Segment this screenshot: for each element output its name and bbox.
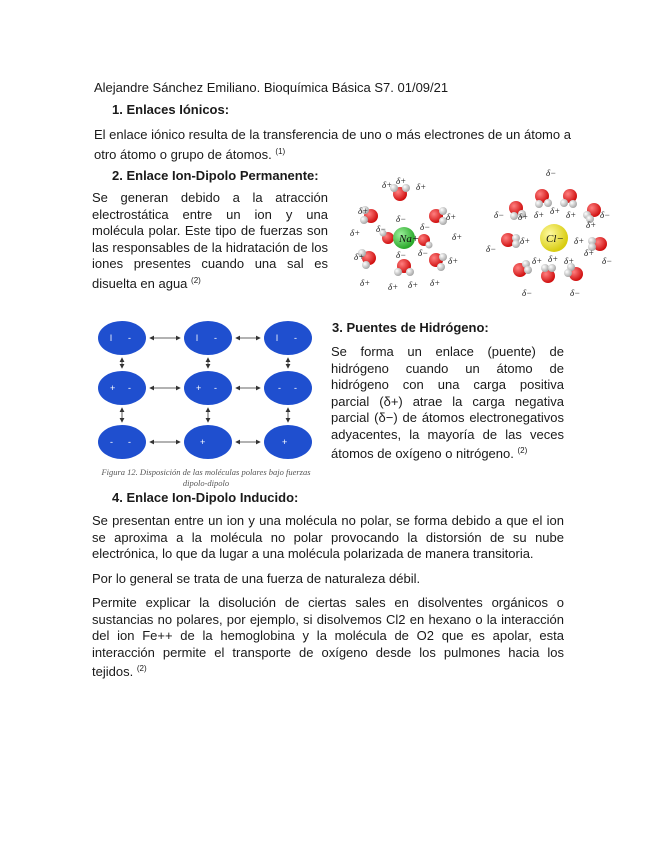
svg-text:δ+: δ+ <box>416 182 427 192</box>
section-1-line-1: El enlace iónico resulta de la transferencia de uno o más electrones de un átomo a <box>94 127 571 142</box>
section-2-text: Se generan debido a la atracción electrostática entre un ion y una molécula polar. Este tipo de fuerzas son las responsables de la hidratación de los iones presentes cuando una sal es disuelta en agua <box>92 190 328 291</box>
svg-text:δ+: δ+ <box>448 256 459 266</box>
svg-text:δ−: δ− <box>570 288 581 298</box>
svg-text:+: + <box>196 383 202 393</box>
svg-text:δ+: δ+ <box>452 232 463 242</box>
svg-text:δ+: δ+ <box>532 256 543 266</box>
svg-text:δ+: δ+ <box>550 206 561 216</box>
chloride-ion-label: Cl− <box>546 233 564 245</box>
svg-text:δ+: δ+ <box>584 248 595 258</box>
svg-text:δ−: δ− <box>602 256 612 266</box>
svg-text:δ−: δ− <box>494 210 505 220</box>
section-3-text: Se forma un enlace (puente) de hidrógeno cuando un átomo de hidrógeno con una carga positiva parcial (δ+) atrae la carga negativa parcial (δ−) de átomos electronegativos adyacentes, la mayoría de las veces átomos de oxígeno o nitrógeno. <box>331 344 564 461</box>
svg-text:δ+: δ+ <box>534 210 545 220</box>
section-1-reference: (1) <box>275 147 286 156</box>
svg-text:+: + <box>282 437 288 447</box>
svg-text:δ+: δ+ <box>430 278 441 288</box>
svg-text:δ+: δ+ <box>446 212 457 222</box>
section-4-title: 4. Enlace Ion-Dipolo Inducido: <box>112 490 299 505</box>
svg-text:δ+: δ+ <box>566 210 577 220</box>
svg-text:δ−: δ− <box>486 244 497 254</box>
section-1-text: otro átomo o grupo de átomos. <box>94 147 272 162</box>
svg-text:-: - <box>128 383 131 393</box>
svg-text:δ−: δ− <box>522 288 533 298</box>
document-header: Alejandre Sánchez Emiliano. Bioquímica Básica S7. 01/09/21 <box>94 80 449 95</box>
svg-text:δ−: δ− <box>600 210 611 220</box>
svg-text:δ−: δ− <box>420 222 431 232</box>
section-3-reference: (2) <box>517 446 528 455</box>
svg-text:δ+: δ+ <box>360 278 371 288</box>
svg-text:l: l <box>196 333 198 343</box>
svg-text:δ−: δ− <box>546 168 557 178</box>
svg-text:δ−: δ− <box>418 248 429 258</box>
svg-text:δ+: δ+ <box>586 220 597 230</box>
svg-text:l: l <box>110 333 112 343</box>
svg-text:δ+: δ+ <box>518 212 529 222</box>
dipole-figure-caption: Figura 12. Disposición de las moléculas polares bajo fuerzas dipolo-dipolo <box>101 467 311 488</box>
svg-text:δ+: δ+ <box>382 180 393 190</box>
svg-text:-: - <box>214 383 217 393</box>
svg-text:-: - <box>294 383 297 393</box>
svg-text:-: - <box>128 437 131 447</box>
svg-text:-: - <box>110 437 113 447</box>
sodium-ion-label: Na+ <box>399 233 420 245</box>
section-4-paragraph-3 <box>92 595 564 681</box>
section-2-paragraph <box>92 190 328 292</box>
svg-text:δ−: δ− <box>396 250 407 260</box>
svg-text:δ+: δ+ <box>520 236 531 246</box>
section-4-reference: (2) <box>136 664 147 673</box>
svg-text:+: + <box>200 437 206 447</box>
svg-text:-: - <box>278 383 281 393</box>
svg-text:l: l <box>276 333 278 343</box>
svg-text:-: - <box>128 333 131 343</box>
section-1-line-2 <box>94 143 285 163</box>
svg-text:δ+: δ+ <box>408 280 419 290</box>
svg-text:δ+: δ+ <box>548 254 559 264</box>
svg-text:δ−: δ− <box>396 214 407 224</box>
section-1-title: 1. Enlaces Iónicos: <box>112 102 230 117</box>
section-4-text: Permite explicar la disolución de ciertas sales en disolventes orgánicos o sustancias no polares, por ejemplo, si disolvemos Cl2 en hexano o la interacción del ion Fe++ de la hemoglobina y la molécula de O2 que es apolar, esta interacción permite el transporte de oxígeno desde los pulmones hacia los tejidos. <box>92 595 564 679</box>
ion-hydration-figure <box>336 168 612 300</box>
section-3-paragraph <box>331 344 564 463</box>
svg-text:δ+: δ+ <box>396 176 407 186</box>
svg-text:δ+: δ+ <box>354 252 365 262</box>
svg-text:-: - <box>214 333 217 343</box>
section-4-paragraph-2: Por lo general se trata de una fuerza de naturaleza débil. <box>92 571 421 586</box>
svg-text:δ+: δ+ <box>350 228 361 238</box>
svg-text:δ+: δ+ <box>574 236 585 246</box>
svg-text:δ+: δ+ <box>358 206 369 216</box>
section-2-reference: (2) <box>191 275 201 285</box>
section-3-title: 3. Puentes de Hidrógeno: <box>332 320 489 335</box>
svg-text:δ+: δ+ <box>564 256 575 266</box>
svg-text:δ−: δ− <box>376 224 387 234</box>
svg-text:-: - <box>294 333 297 343</box>
section-4-paragraph-1: Se presentan entre un ion y una molécula no polar, se forma debido a que el ion se aproxima a la molécula no polar provocando la distorsión de su nube electrónica, lo que da lugar a una molécula polarizada de manera transitoria. <box>92 513 564 561</box>
svg-text:+: + <box>110 383 116 393</box>
dipole-dipole-figure <box>88 316 324 484</box>
svg-text:δ+: δ+ <box>388 282 399 292</box>
section-2-title: 2. Enlace Ion-Dipolo Permanente: <box>112 168 319 183</box>
